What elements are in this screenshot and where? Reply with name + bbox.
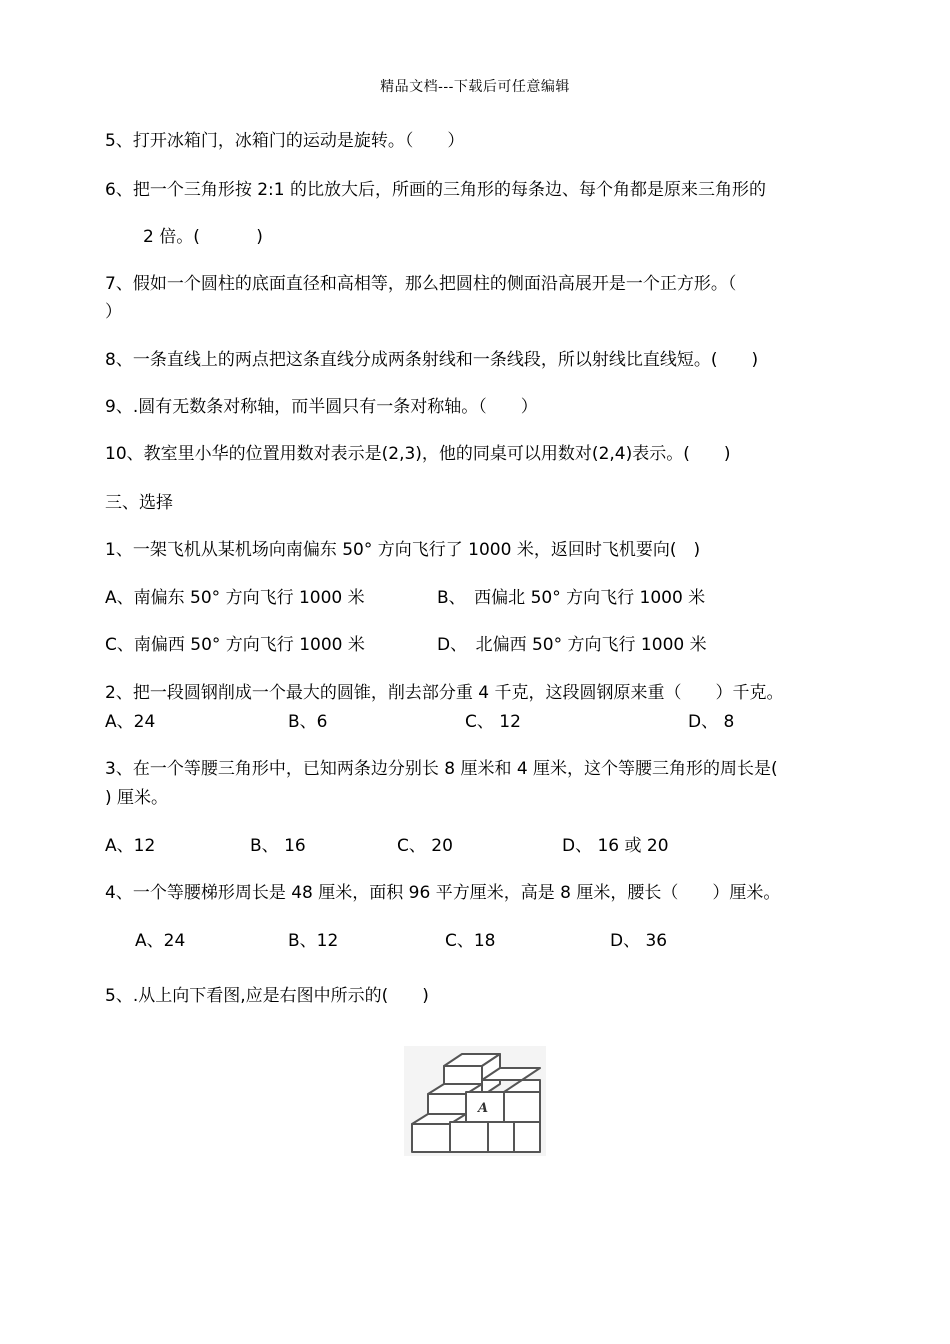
choice-3-option-c: C、 20 — [397, 836, 453, 856]
page-header: 精品文档---下载后可任意编辑 — [380, 79, 570, 95]
judge-question-10: 10、教室里小华的位置用数对表示是(2,3)，他的同桌可以用数对(2,4)表示。( ) — [105, 444, 731, 464]
choice-2-option-d: D、 8 — [688, 712, 735, 732]
judge-question-5: 5、打开冰箱门，冰箱门的运动是旋转。（ ） — [105, 131, 465, 151]
choice-1-option-a: A、南偏东 50° 方向飞行 1000 米 — [105, 588, 365, 608]
figure-label-a: A — [478, 1101, 489, 1116]
choice-1-option-b: B、 西偏北 50° 方向飞行 1000 米 — [437, 588, 706, 608]
choice-question-4: 4、一个等腰梯形周长是 48 厘米，面积 96 平方厘米，高是 8 厘米，腰长（ ）厘米。 — [105, 883, 781, 903]
choice-4-option-a: A、24 — [135, 931, 186, 951]
choice-question-3-line2: ) 厘米。 — [105, 788, 169, 808]
choice-3-option-a: A、12 — [105, 836, 156, 856]
choice-1-option-c: C、南偏西 50° 方向飞行 1000 米 — [105, 635, 365, 655]
section-title-choice: 三、选择 — [105, 493, 173, 513]
judge-question-7-line1: 7、假如一个圆柱的底面直径和高相等，那么把圆柱的侧面沿高展开是一个正方形。（ — [105, 274, 737, 294]
judge-question-8: 8、一条直线上的两点把这条直线分成两条射线和一条线段，所以射线比直线短。( ) — [105, 350, 759, 370]
choice-question-3-line1: 3、在一个等腰三角形中，已知两条边分别长 8 厘米和 4 厘米，这个等腰三角形的周长是( — [105, 759, 778, 779]
choice-3-option-d: D、 16 或 20 — [562, 836, 669, 856]
judge-question-9: 9、.圆有无数条对称轴，而半圆只有一条对称轴。（ ） — [105, 397, 538, 417]
choice-4-option-b: B、12 — [288, 931, 339, 951]
judge-question-7-line2: ） — [105, 302, 122, 322]
choice-2-option-a: A、24 — [105, 712, 156, 732]
choice-question-2: 2、把一段圆钢削成一个最大的圆锥，削去部分重 4 千克，这段圆钢原来重（ ）千克。 — [105, 683, 784, 703]
choice-1-option-d: D、 北偏西 50° 方向飞行 1000 米 — [437, 635, 707, 655]
choice-4-option-c: C、18 — [445, 931, 496, 951]
choice-2-option-c: C、 12 — [465, 712, 521, 732]
choice-4-option-d: D、 36 — [610, 931, 668, 951]
stacked-cubes-figure — [404, 1046, 546, 1156]
choice-3-option-b: B、 16 — [250, 836, 306, 856]
judge-question-6-line2: 2 倍。( ) — [143, 227, 263, 247]
choice-2-option-b: B、6 — [288, 712, 328, 732]
choice-question-5: 5、.从上向下看图,应是右图中所示的( ) — [105, 986, 429, 1006]
choice-question-1: 1、一架飞机从某机场向南偏东 50° 方向飞行了 1000 米，返回时飞机要向( ) — [105, 540, 701, 560]
judge-question-6-line1: 6、把一个三角形按 2:1 的比放大后，所画的三角形的每条边、每个角都是原来三角形的 — [105, 180, 766, 200]
